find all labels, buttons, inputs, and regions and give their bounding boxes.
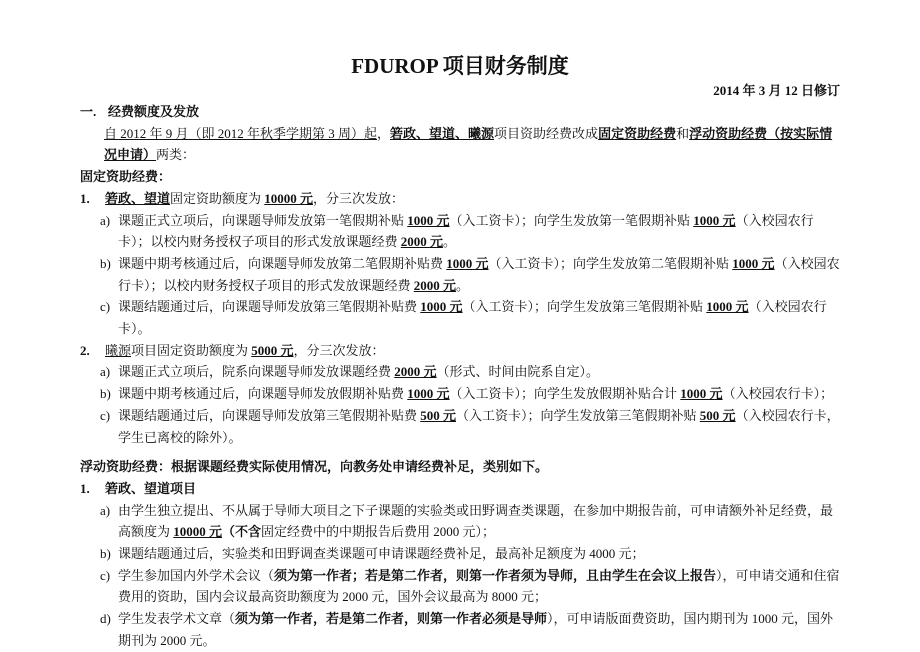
text-run: 曦源 xyxy=(105,342,132,358)
list-label: 一. xyxy=(80,104,97,119)
text-run: 课题正式立项后，向课题导师发放第一笔假期补贴 xyxy=(118,212,408,228)
text-run: 500 元 xyxy=(699,407,736,423)
text-run: ），可申请版面费资助，国内期刊为 1000 元，国外期刊为 2000 元。 xyxy=(118,611,834,648)
list-label: b) xyxy=(100,255,111,271)
text-run: （入工资卡）；向学生发放第三笔假期补贴 xyxy=(462,299,707,315)
text-run: 课题正式立项后，院系向课题导师发放课题经费 xyxy=(118,364,395,380)
list-label: a) xyxy=(100,502,111,518)
text-run: 学生参加国内外学术会议（ xyxy=(118,567,275,583)
list-label: b) xyxy=(100,386,111,402)
text-run: 1000 元 xyxy=(407,386,450,402)
text-run: （不含 xyxy=(222,524,262,540)
text-run: 10000 元 xyxy=(264,190,314,206)
text-run: （形式、时间由院系自定）。 xyxy=(436,364,600,380)
text-run: 须为第一作者，若是第二作者，则第一作者必须是导师 xyxy=(235,611,548,627)
text-run: （入校园农行卡）；以校内财务授权子项目的形式发放课题经费 xyxy=(118,255,840,293)
text-run: 1000 元 xyxy=(420,299,463,315)
text-run: 固定资助经费 xyxy=(598,125,677,141)
text-run: 1000 元 xyxy=(732,255,775,271)
text-run: （入工资卡）；向学生发放第二笔假期补贴 xyxy=(488,255,733,271)
text-run: 学生发表学术文章（ xyxy=(118,611,236,627)
list-label: c) xyxy=(100,407,111,423)
paragraph-item xyxy=(80,565,842,608)
text-run: 固定经费中的中期报告后费用 2000 元）； xyxy=(261,524,496,540)
paragraph-item xyxy=(80,361,842,383)
list-label: 2. xyxy=(80,342,90,358)
text-run: 课题结题通过后，向课题导师发放第三笔假期补贴费 xyxy=(118,407,421,423)
document-title: FDUROP 项目财务制度 xyxy=(351,54,569,78)
text-run: 项目固定资助额度为 xyxy=(131,342,252,358)
text-run: 须为第一作者；若是第二作者，则第一作者须为导师，且由学生在会议上报告 xyxy=(274,567,717,583)
list-label: 1. xyxy=(80,190,90,206)
text-run: ），可申请交通和住宿费用的资助，国内会议最高资助额度为 2000 元，国外会议最高为 8000 元； xyxy=(118,567,840,605)
text-run: 两类： xyxy=(156,147,196,163)
paragraph-item xyxy=(80,296,842,339)
paragraph-h1 xyxy=(80,101,842,123)
text-run: 课题中期考核通过后，向课题导师发放第二笔假期补贴费 xyxy=(118,255,447,271)
text-run: 10000 元 xyxy=(173,524,223,540)
paragraph-num xyxy=(80,478,842,500)
list-label: c) xyxy=(100,567,111,583)
list-label: b) xyxy=(100,546,111,562)
text-run: 2000 元 xyxy=(400,234,444,250)
text-run: 1000 元 xyxy=(680,386,723,402)
text-run: 固定资助经费： xyxy=(80,169,172,185)
text-run: 箬政、望道 xyxy=(105,190,171,206)
text-run: 浮动资助经费：根据课题经费实际使用情况，向教务处申请经费补足，类别如下。 xyxy=(80,459,549,475)
text-run: ， xyxy=(377,125,391,141)
list-label: 1. xyxy=(80,480,90,496)
text-run: 5000 元 xyxy=(251,342,294,358)
text-run: （入校园农行卡）；以校内财务授权子项目的形式发放课题经费 xyxy=(118,212,814,250)
text-run: ，分三次发放： xyxy=(293,342,385,358)
text-run: （入校园农行卡）。 xyxy=(118,299,827,337)
list-label: a) xyxy=(100,364,111,380)
paragraph-item xyxy=(80,253,842,296)
text-run: 课题结题通过后，向课题导师发放第三笔假期补贴费 xyxy=(118,299,421,315)
paragraph-item xyxy=(80,500,842,543)
text-run: 课题中期考核通过后，向课题导师发放假期补贴费 xyxy=(118,386,408,402)
text-run: 2000 元 xyxy=(413,277,457,293)
text-run: 箬政、望道项目 xyxy=(105,480,197,496)
paragraph-num xyxy=(80,340,842,362)
list-label: d) xyxy=(100,611,111,627)
text-run: （入工资卡）；向学生发放第一笔假期补贴 xyxy=(449,212,694,228)
text-run: 500 元 xyxy=(420,407,457,423)
paragraph-item xyxy=(80,383,842,405)
text-run: 浮动资助经费（按实际情况申请） xyxy=(104,125,833,163)
paragraph-sec xyxy=(80,166,842,188)
text-run: 箬政、望道、曦源 xyxy=(390,125,495,141)
text-run: （入工资卡）；向学生发放假期补贴合计 xyxy=(449,386,681,402)
text-run: 自 2012 年 9 月（即 2012 年秋季学期第 3 周）起 xyxy=(104,125,378,141)
text-run: 经费额度及发放 xyxy=(108,104,200,119)
text-run: 项目资助经费改成 xyxy=(494,125,599,141)
text-run: 由学生独立提出、不从属于导师大项目之下子课题的实验类或田野调查类课题，在参加中期报告前，可申请额外补足经费，最高额度为 xyxy=(118,502,834,540)
paragraph-num xyxy=(80,188,842,210)
text-run: 和 xyxy=(676,125,690,141)
list-label: c) xyxy=(100,299,111,315)
text-run: 2000 元 xyxy=(394,364,437,380)
text-run: （入校园农行卡，学生已离校的除外）。 xyxy=(118,407,840,445)
paragraph-item xyxy=(80,543,842,565)
document-body xyxy=(80,101,842,652)
text-run: 课题结题通过后，实验类和田野调查类课题可申请课题经费补足，最高补足额度为 4000 元； xyxy=(118,546,645,562)
text-run: 。 xyxy=(443,234,457,250)
paragraph-item xyxy=(80,608,842,651)
paragraph-item xyxy=(80,405,842,448)
paragraph-sec xyxy=(80,456,842,478)
text-run: ，分三次发放： xyxy=(313,190,405,206)
text-run: 1000 元 xyxy=(706,299,749,315)
text-run: 。 xyxy=(456,277,470,293)
text-run: （入工资卡）；向学生发放第三笔假期补贴 xyxy=(456,407,700,423)
text-run: 1000 元 xyxy=(407,212,450,228)
revision-date: 2014 年 3 月 12 日修订 xyxy=(713,83,840,98)
paragraph-intro xyxy=(80,123,842,166)
text-run: 固定资助额度为 xyxy=(170,190,265,206)
text-run: （入校园农行卡）； xyxy=(722,386,834,402)
text-run: 1000 元 xyxy=(446,255,489,271)
paragraph-item xyxy=(80,210,842,253)
text-run: 1000 元 xyxy=(693,212,736,228)
list-label: a) xyxy=(100,212,111,228)
